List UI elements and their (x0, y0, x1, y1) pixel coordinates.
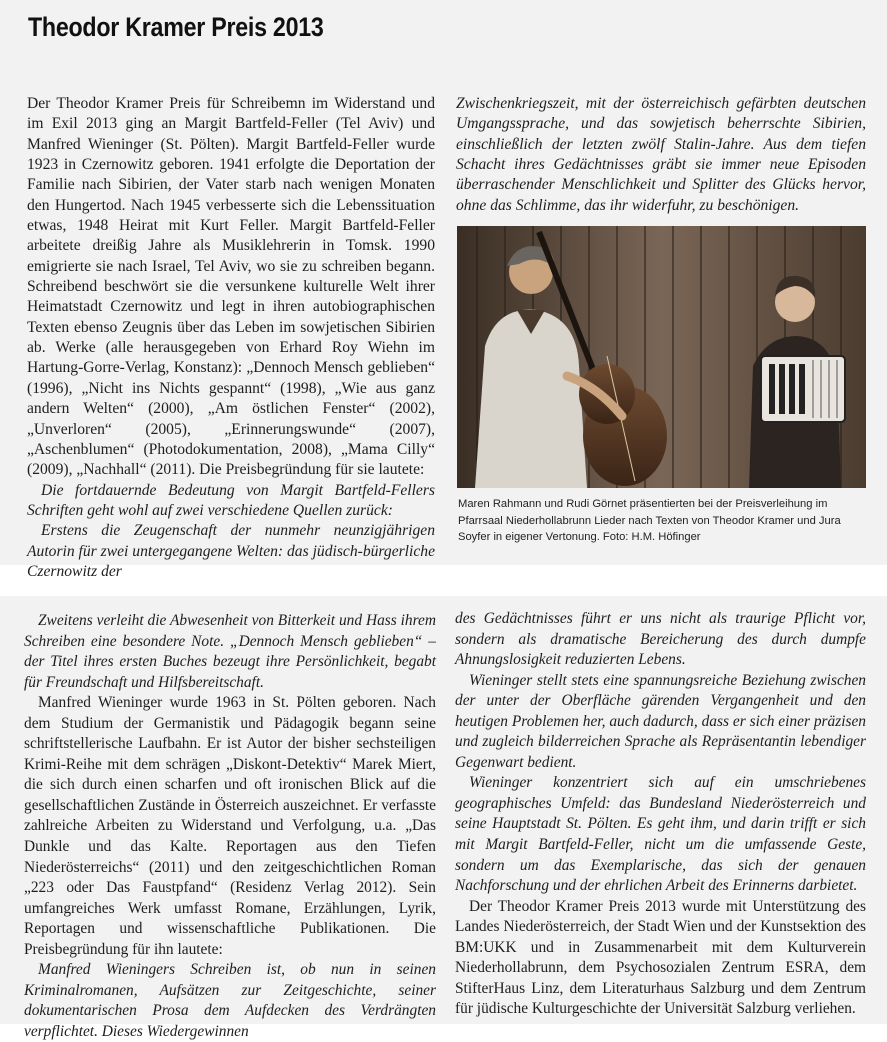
paragraph-laudatio-continued: Zwischenkriegszeit, mit der österreichisch gefärbten deutschen Umgangssprache, und das sowjetisch beherrschte Sibirien, einschließlich der letzten zwölf Stalin-Jahre. Aus dem tiefen Schacht ihres Gedächtnisses gräbt sie immer neue Episoden überraschender Menschlichkeit und Splitter des Glücks hervor, ohne das Schlimme, das ihr widerfuhr, zu beschönigen. (456, 95, 866, 214)
photo-caption: Maren Rahmann und Rudi Görnet präsentierten bei der Preisverleihung im Pfarrsaal Niederhollabrunn Lieder nach Texten von Theodor Kramer und Jura Soyfer in eigener Vertonung. Foto: H.M. Höfinger (458, 498, 841, 544)
page2-right-column (455, 609, 866, 1020)
paragraph-laudatio-tension: Wieninger stellt stets eine spannungsreiche Beziehung zwischen der unter der Oberfläche gärenden Vergangenheit und den heutigen Problemen her, auch dadurch, dass er sich einer präzisen und zugleich bilderreichen Sprache als Repräsentantin lebendiger Gegenwart bedient. (455, 671, 866, 771)
paragraph-laudatio-region: Wieninger konzentriert sich auf ein umschriebenes geographisches Umfeld: das Bundesland Niederösterreich und seine Hauptstadt St. Pölten. Es geht ihm, und darin trifft er sich mit Margit Bartfeld-Feller, nicht um die umfassende Geste, sondern um das Exemplarische, das sich der genauen Nachforschung und der ehrlichen Arbeit des Erinnerns darbietet. (455, 774, 866, 895)
article-page-2 (0, 596, 887, 1040)
event-photo (457, 226, 866, 488)
article-title: Theodor Kramer Preis 2013 (28, 12, 324, 42)
page2-left-column (24, 611, 436, 1042)
page1-right-column (456, 94, 866, 216)
page1-left-column (27, 94, 435, 582)
paragraph-wieninger-laudatio: Manfred Wieningers Schreiben ist, ob nun in seinen Kriminalromanen, Aufsätzen zur Zeitgeschichte, seiner dokumentarischen Prosa dem Aufdecken des Verdrängten verpflichtet. Dieses Wiedergewinnen (24, 961, 436, 1040)
paragraph-wieninger-bio: Manfred Wieninger wurde 1963 in St. Pölten geboren. Nach dem Studium der Germanistik und Pädagogik begann seine schriftstellerische Laufbahn. Er ist Autor der bisher sechsteiligen Krimi-Reihe mit dem schrägen „Diskont-Detektiv“ Marek Miert, die sich durch einen scharfen und oft ironischen Blick auf die gesellschaftlichen Zustände in Österreich auszeichnet. Er verfasste zahlreiche Arbeiten zu Widerstand und Verfolgung, u.a. „Das Dunkle und das Kalte. Reportagen aus den Tiefen Niederösterreichs“ (2011) und den zeitgeschichtlichen Roman „223 oder Das Faustpfand“ (Residenz Verlag 2012). Sein umfangreiches Werk umfasst Romane, Erzählungen, Lyrik, Reportagen und wissenschaftliche Publikationen. Die Preisbegründung für ihn lautete: (24, 694, 436, 958)
paragraph-acknowledgements: Der Theodor Kramer Preis 2013 wurde mit Unterstützung des Landes Niederösterreich, der Stadt Wien und der Kunstsektion des BM:UKK und in Zusammenarbeit mit dem Kulturverein Niederhollabrunn, dem Psychosozialen Zentrum ESRA, dem StifterHaus Linz, dem Literaturhaus Salzburg und dem Zentrum für jüdische Kulturgeschichte der Universität Salzburg verliehen. (455, 897, 866, 1018)
paragraph-laudatio-second: Zweitens verleiht die Abwesenheit von Bitterkeit und Hass ihrem Schreiben eine besondere Note. „Dennoch Mensch geblieben“ – der Titel ihres ersten Buches bezeugt ihre Persönlichkeit, begabt für Freundschaft und Hilfsbereitschaft. (24, 612, 436, 691)
paragraph-laudatio-intro: Die fortdauernde Bedeutung von Margit Bartfeld-Fellers Schriften geht wohl auf zwei verschiedene Quellen zurück: (27, 481, 435, 519)
paragraph-laudatio-first: Erstens die Zeugenschaft der nunmehr neunzigjährigen Autorin für zwei untergegangene Welten: das jüdisch-bürgerliche Czernowitz der (27, 522, 435, 580)
paragraph-laudatio-memory: des Gedächtnisses führt er uns nicht als traurige Pflicht vor, sondern als dramatische Bereicherung des durch dumpfe Ahnungslosigkeit reduzierten Lebens. (455, 610, 866, 669)
paragraph-bartfeld-bio: Der Theodor Kramer Preis für Schreibemn im Widerstand und im Exil 2013 ging an Margit Bartfeld-Feller (Tel Aviv) und Manfred Wieninger (St. Pölten). Margit Bartfeld-Feller wurde 1923 in Czernowitz geboren. 1941 erfolgte die Deportation der Familie nach Sibirien, der Vater starb nach wenigen Monaten den Hungertod. Nach 1945 verbesserte sich die Lebenssituation etwas, 1948 Heirat mit Kurt Feller. Margit Bartfeld-Feller arbeitete dreißig Jahre als Musiklehrerin in Tomsk. 1990 emigrierte sie nach Israel, Tel Aviv, wo sie zu schreiben begann. Schreibend beschwört sie die versunkene kulturelle Welt ihrer Heimatstadt Czernowitz und legt in ihren autobiographischen Texten ebenso Zeugnis über das Leben im sowjetischen Sibirien ab. Werke (alle herausgegeben von Erhard Roy Wiehn im Hartung-Gorre-Verlag, Konstanz): „Dennoch Mensch geblieben“ (1996), „Nicht ins Nichts gespannt“ (1998), „Wie aus ganz andern Welten“ (2000), „Am östlichen Fenster“ (2002), „Unverloren“ (2005), „Erinnerungswunde“ (2007), „Aschenblumen“ (Photodokumentation, 2008), „Mama Cilly“ (2009), „Nachhall“ (2011). Die Preisbegründung für sie lautete: (27, 95, 435, 479)
